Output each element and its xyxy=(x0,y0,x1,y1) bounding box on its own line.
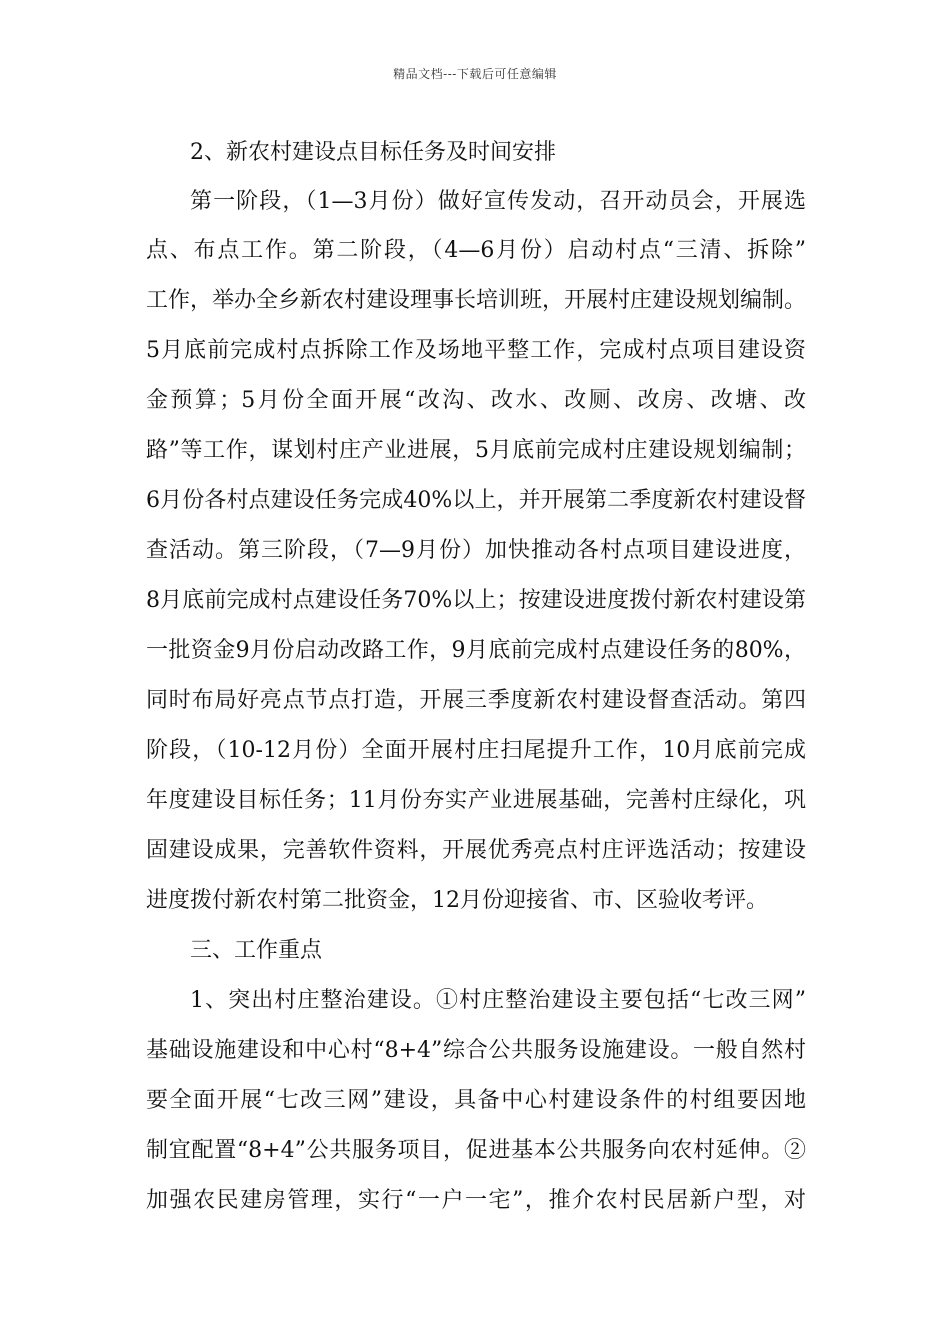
paragraph-line: 点、布点工作。第二阶段，（4—6月份）启动村点“三清、拆除” xyxy=(146,238,806,263)
paragraph-line: 制宜配置“8+4”公共服务项目，促进基本公共服务向农村延伸。② xyxy=(146,1138,806,1163)
paragraph-line: 6月份各村点建设任务完成40%以上，并开展第二季度新农村建设督 xyxy=(146,488,806,513)
paragraph-line: 5月底前完成村点拆除工作及场地平整工作，完成村点项目建设资 xyxy=(146,338,806,363)
paragraph-line: 8月底前完成村点建设任务70%以上；按建设进度拨付新农村建设第 xyxy=(146,588,806,613)
paragraph-line: 阶段，（10-12月份）全面开展村庄扫尾提升工作，10月底前完成 xyxy=(146,738,806,763)
paragraph-line: 进度拨付新农村第二批资金，12月份迎接省、市、区验收考评。 xyxy=(146,888,768,913)
paragraph-line: 工作，举办全乡新农村建设理事长培训班，开展村庄建设规划编制。 xyxy=(146,288,807,313)
paragraph-line: 金预算；5月份全面开展“改沟、改水、改厕、改房、改塘、改 xyxy=(146,388,806,413)
paragraph-line: 查活动。第三阶段，（7—9月份）加快推动各村点项目建设进度， xyxy=(146,538,806,563)
paragraph-line: 第一阶段，（1—3月份）做好宣传发动，召开动员会，开展选 xyxy=(190,189,806,214)
page-header: 精品文档---下载后可任意编辑 xyxy=(393,67,557,81)
paragraph-line: 要全面开展“七改三网”建设，具备中心村建设条件的村组要因地 xyxy=(146,1088,806,1113)
section-heading: 三、工作重点 xyxy=(190,938,323,963)
section-heading: 2、新农村建设点目标任务及时间安排 xyxy=(190,140,556,165)
paragraph-line: 年度建设目标任务；11月份夯实产业进展基础，完善村庄绿化，巩 xyxy=(146,788,806,813)
paragraph-line: 1、突出村庄整治建设。①村庄整治建设主要包括“七改三网” xyxy=(190,988,806,1013)
paragraph-line: 固建设成果，完善软件资料，开展优秀亮点村庄评选活动；按建设 xyxy=(146,838,806,863)
paragraph-line: 同时布局好亮点节点打造，开展三季度新农村建设督查活动。第四 xyxy=(146,688,806,713)
paragraph-line: 加强农民建房管理，实行“一户一宅”，推介农村民居新户型，对 xyxy=(146,1188,806,1213)
paragraph-line: 一批资金9月份启动改路工作，9月底前完成村点建设任务的80%， xyxy=(146,638,806,663)
paragraph-line: 路”等工作，谋划村庄产业进展，5月底前完成村庄建设规划编制； xyxy=(146,438,806,463)
paragraph-line: 基础设施建设和中心村“8+4”综合公共服务设施建设。一般自然村 xyxy=(146,1038,806,1063)
